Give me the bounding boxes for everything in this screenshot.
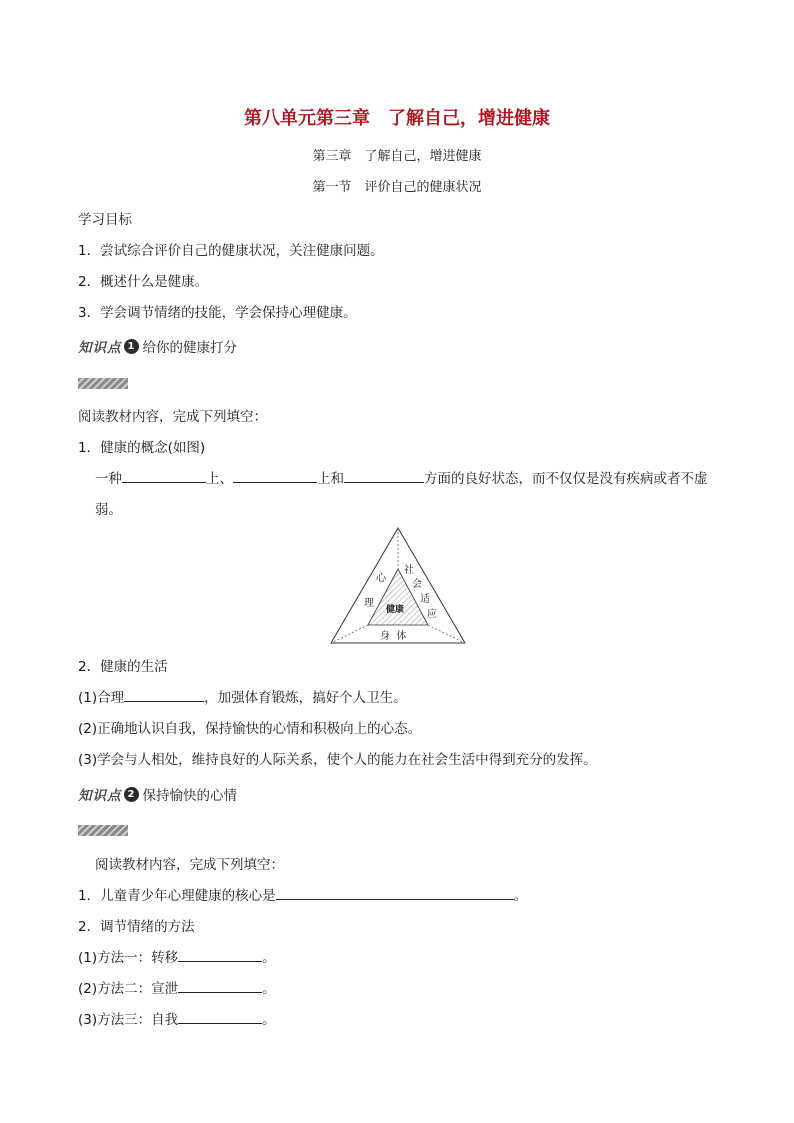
answer-blank[interactable] [124, 687, 204, 702]
body-label: 身 体 [380, 631, 407, 642]
number-badge-icon: 2 [124, 787, 139, 802]
knowledge-point-label: 知识点 [78, 340, 122, 356]
goal-item: 3．学会调节情绪的技能，学会保持心理健康。 [78, 305, 357, 321]
sentence-part: ，加强体育锻炼，搞好个人卫生。 [204, 690, 407, 706]
section-tag-icon [78, 825, 128, 836]
number-badge-icon: 1 [124, 339, 139, 354]
answer-blank[interactable] [122, 468, 206, 483]
sentence-part: 方面的良好状态，而不仅仅是没有疾病或者不虚 [424, 471, 708, 487]
instruction-text: 阅读教材内容，完成下列填空： [95, 857, 284, 873]
sentence-part: 1．儿童青少年心理健康的核心是 [78, 888, 276, 904]
knowledge-point-2-header [78, 783, 237, 805]
sentence-part: 。 [262, 981, 276, 997]
health-center-label: 健康 [386, 605, 405, 615]
fill-in-sentence [78, 1008, 276, 1028]
list-item: (3)学会与人相处，维持良好的人际关系，使个人的能力在社会生活中得到充分的发挥。 [78, 752, 597, 768]
health-triangle-diagram [328, 525, 468, 651]
knowledge-point-title: 给你的健康打分 [142, 340, 237, 356]
psych-label: 心 [376, 573, 386, 584]
answer-blank[interactable] [178, 978, 262, 993]
sentence-part: (3)方法三：自我 [78, 1012, 179, 1028]
sentence-part: 上和 [317, 471, 344, 487]
sentence-continuation: 弱。 [95, 502, 122, 518]
fill-in-sentence [78, 977, 276, 997]
answer-blank[interactable] [178, 1009, 262, 1024]
answer-blank[interactable] [233, 468, 317, 483]
knowledge-point-label: 知识点 [78, 788, 122, 804]
fill-in-sentence [78, 686, 407, 706]
sentence-part: 一种 [95, 471, 122, 487]
goal-item: 2．概述什么是健康。 [78, 274, 209, 290]
sentence-part: 上、 [206, 471, 233, 487]
page-title: 第八单元第三章 了解自己，增进健康 [244, 108, 550, 129]
knowledge-point-1-header [78, 335, 237, 357]
social-label: 应 [427, 609, 437, 620]
fill-in-sentence [78, 946, 276, 966]
question-title: 2．健康的生活 [78, 659, 168, 675]
social-label: 适 [420, 594, 430, 605]
list-item: (2)正确地认识自我，保持愉快的心情和积极向上的心态。 [78, 721, 422, 737]
sentence-part: (1)合理 [78, 690, 125, 706]
fill-in-sentence [95, 467, 708, 487]
question-title: 1．健康的概念(如图) [78, 440, 206, 456]
goals-heading: 学习目标 [78, 212, 132, 228]
sentence-part: (2)方法二：宣泄 [78, 981, 179, 997]
sentence-part: (1)方法一：转移 [78, 950, 179, 966]
goal-item: 1．尝试综合评价自己的健康状况，关注健康问题。 [78, 243, 384, 259]
sentence-part: 。 [262, 1012, 276, 1028]
section-tag-icon [78, 378, 128, 389]
answer-blank[interactable] [178, 947, 262, 962]
section-heading: 第一节 评价自己的健康状况 [312, 180, 482, 195]
sentence-part: 。 [262, 950, 276, 966]
sentence-part: 。 [513, 888, 528, 904]
chapter-heading: 第三章 了解自己，增进健康 [312, 149, 482, 164]
answer-blank[interactable] [276, 885, 514, 900]
psych-label: 理 [364, 598, 374, 609]
instruction-text: 阅读教材内容，完成下列填空： [78, 409, 267, 425]
social-label: 社 [404, 565, 414, 576]
question-title: 2．调节情绪的方法 [78, 919, 195, 935]
social-label: 会 [412, 579, 422, 590]
fill-in-sentence [78, 884, 527, 904]
knowledge-point-title: 保持愉快的心情 [142, 788, 237, 804]
answer-blank[interactable] [344, 468, 424, 483]
